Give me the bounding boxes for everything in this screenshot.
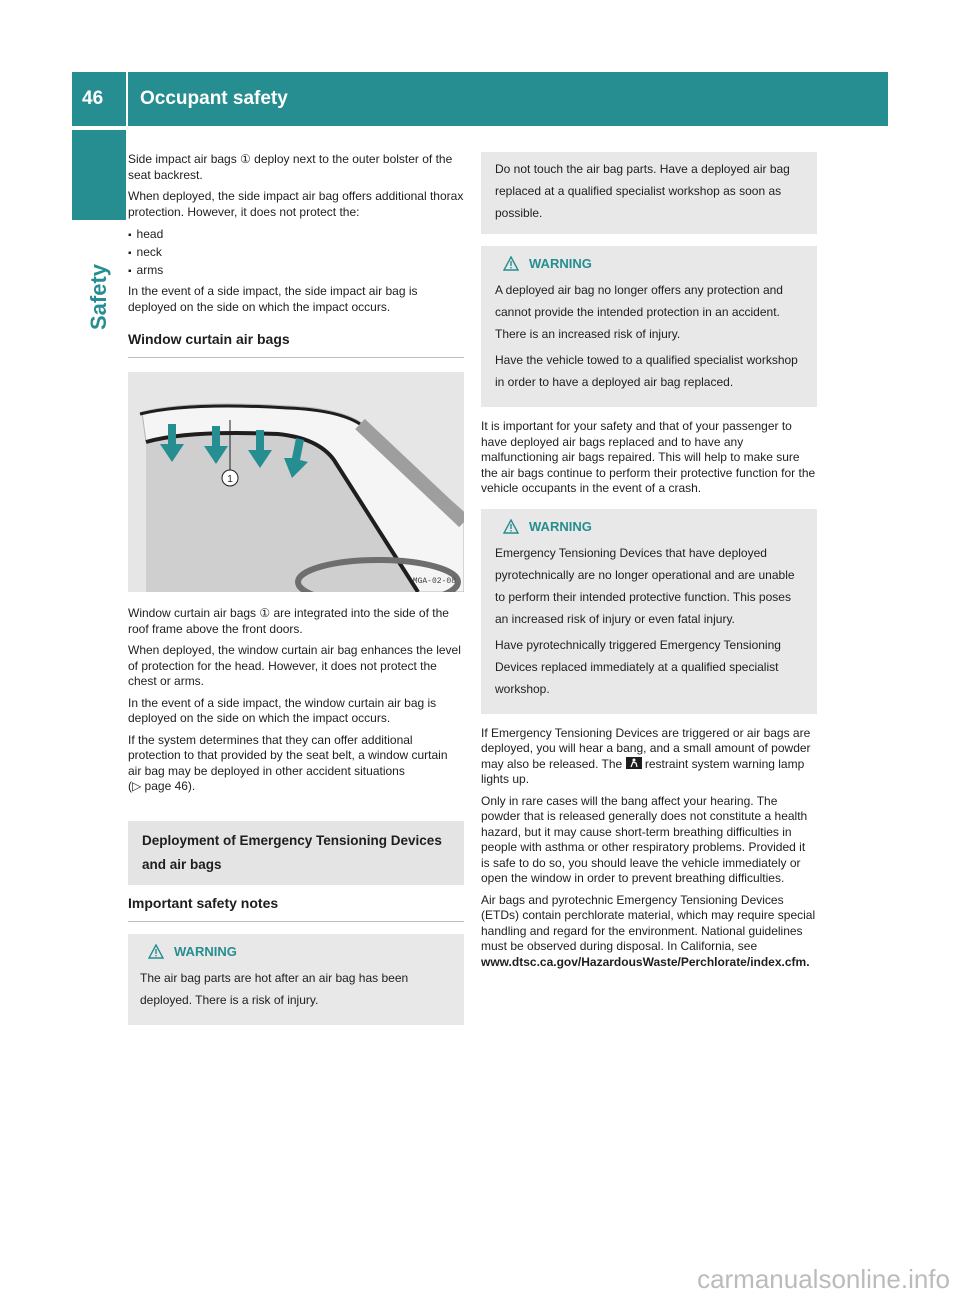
window-curtain-heading: Window curtain air bags xyxy=(128,331,464,358)
side-impact-event-paragraph: In the event of a side impact, the side impact air bag is deployed on the side on which the impact occurs. xyxy=(128,284,418,314)
bang-powder-text-end: restraint system warning lamp lights up. xyxy=(481,756,805,786)
page-title: Occupant safety xyxy=(140,88,288,109)
side-impact-protection-paragraph: When deployed, the side impact air bag offers additional thorax protection. However, it does not protect the: xyxy=(128,189,464,219)
hearing-breathing-paragraph: Only in rare cases will the bang affect your hearing. The powder that is released generally does not constitute a health hazard, but it may cause short-term breathing difficulties in people with asthma or other respiratory problems. Provided it is safe to do so, you should leave the vehicle immediately or open the window in order to prevent breathing difficulties. xyxy=(481,793,808,885)
warning-action-text: Have the vehicle towed to a qualified specialist workshop in order to have a deployed air bag replaced. xyxy=(495,353,798,389)
right-column xyxy=(481,152,817,976)
page-number: 46 xyxy=(82,88,104,109)
curtain-additional-text: If the system determines that they can offer additional protection to that provided by the seat belt, a window curtain air bag may be deployed in other accident situations xyxy=(128,732,448,778)
warning-label: WARNING xyxy=(529,518,592,534)
section-side-label: Safety xyxy=(86,263,111,330)
warning-text: Emergency Tensioning Devices that have deployed pyrotechnically are no longer operational and are unable to perform their intended protective function. This poses an increased risk of injury or even fatal injury. xyxy=(495,545,795,626)
bang-powder-paragraph xyxy=(481,726,817,788)
restraint-system-warning-lamp-icon xyxy=(626,757,642,769)
list-item: ▪ neck xyxy=(128,244,464,262)
warning-text: The air bag parts are hot after an air bag has been deployed. There is a risk of injury. xyxy=(140,970,409,1007)
footer-watermark: carmanualsonline.info xyxy=(697,1264,950,1294)
bang-powder-text: If Emergency Tensioning Devices are triggered or air bags are deployed, you will hear a bang, and a small amount of powder may also be released. The xyxy=(481,725,811,771)
warning-label: WARNING xyxy=(529,256,592,271)
warning-triangle-icon xyxy=(503,519,519,534)
not-protected-list xyxy=(128,226,464,280)
figure-callout: 1 xyxy=(227,474,233,485)
airbag-illustration xyxy=(128,372,464,592)
side-impact-paragraph: Side impact air bags ① deploy next to the outer bolster of the seat backrest. xyxy=(128,152,453,182)
curtain-protection-paragraph: When deployed, the window curtain air bag enhances the level of protection for the head. However, it does not protect the chest or arms. xyxy=(128,643,461,688)
warning-header xyxy=(503,256,803,271)
warning-box-deployed-airbag xyxy=(481,246,817,407)
perchlorate-link[interactable]: www.dtsc.ca.gov/HazardousWaste/Perchlorate/index.cfm. xyxy=(481,954,810,969)
perchlorate-text: Air bags and pyrotechnic Emergency Tensioning Devices (ETDs) contain perchlorate material, which may require special handling and regard for the environment. National guidelines must be observed during disposal. In California, see xyxy=(481,892,816,953)
warning-label: WARNING xyxy=(174,943,237,959)
warning-header xyxy=(503,519,803,534)
list-item: ▪ arms xyxy=(128,262,464,280)
left-column xyxy=(128,152,464,1037)
warning-box-tensioning-devices xyxy=(481,509,817,714)
warning-triangle-icon xyxy=(148,944,164,959)
warning-action-text: Have pyrotechnically triggered Emergency Tensioning Devices replaced immediately at a qualified specialist workshop. xyxy=(495,637,781,696)
list-item: ▪ head xyxy=(128,226,464,244)
replacement-importance-paragraph: It is important for your safety and that of your passenger to have deployed air bags replaced and to have any malfunctioning air bags repaired. This will help to make sure the air bags continue to perform their protective function for the vehicle occupants in the event of a crash. xyxy=(481,419,816,495)
curtain-integration-paragraph: Window curtain air bags ① are integrated into the side of the roof frame above the front doors. xyxy=(128,606,449,636)
important-safety-notes-heading: Important safety notes xyxy=(128,895,464,922)
warning-box-hot-parts xyxy=(128,934,464,1025)
do-not-touch-text: Do not touch the air bag parts. Have a deployed air bag replaced at a qualified specialist workshop as soon as possible. xyxy=(495,162,790,220)
page-reference-link[interactable]: (▷ page 46). xyxy=(128,779,196,793)
window-curtain-figure xyxy=(128,372,464,592)
figure-code: MGA-02-08 xyxy=(412,577,456,586)
curtain-event-paragraph: In the event of a side impact, the window curtain air bag is deployed on the side on which the impact occurs. xyxy=(128,695,437,725)
deployment-heading-box xyxy=(128,821,464,885)
deployment-heading: Deployment of Emergency Tensioning Devices and air bags xyxy=(142,832,442,872)
side-tab xyxy=(72,130,126,220)
warning-text: A deployed air bag no longer offers any protection and cannot provide the intended protection in an accident. There is an increased risk of injury. xyxy=(495,283,783,341)
curtain-additional-paragraph xyxy=(128,733,464,795)
perchlorate-paragraph xyxy=(481,893,817,971)
warning-triangle-icon xyxy=(503,256,519,271)
warning-header xyxy=(148,944,452,959)
do-not-touch-box xyxy=(481,152,817,234)
header-divider xyxy=(126,72,128,126)
